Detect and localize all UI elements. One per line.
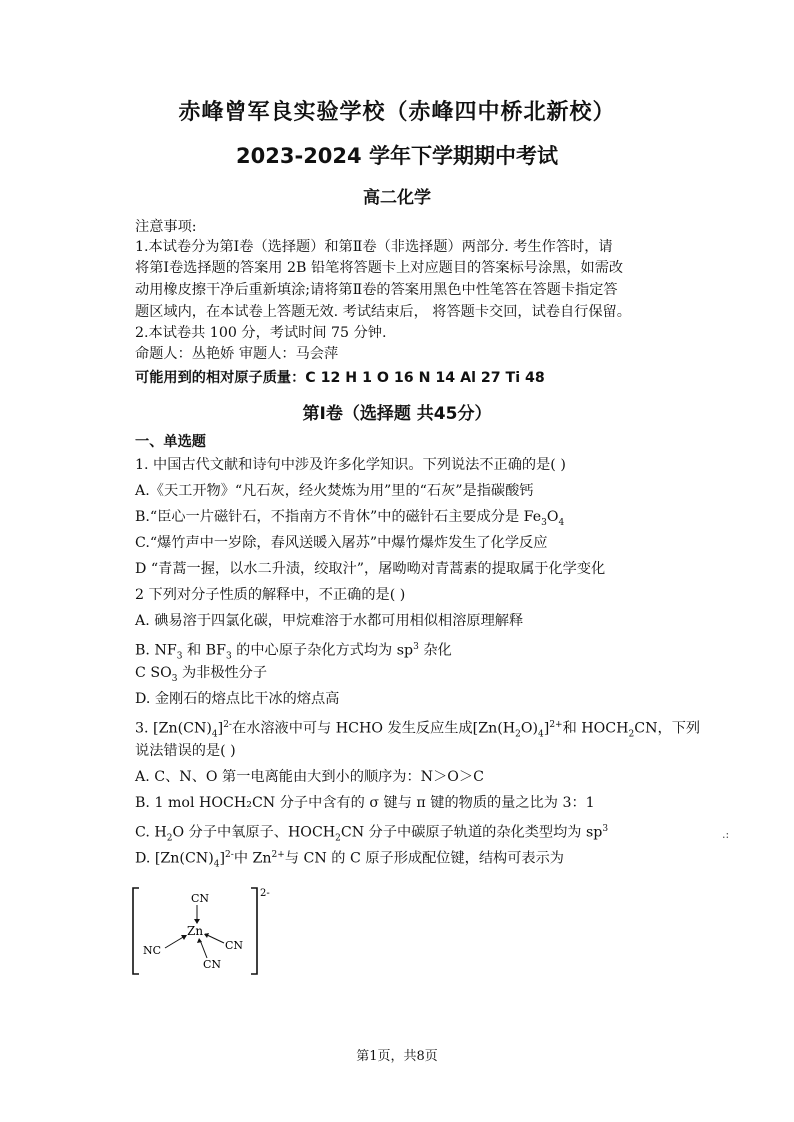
question-1-option-c: C.“爆竹声中一岁除，春风送暖入屠苏”中爆竹爆炸发生了化学反应: [135, 535, 548, 551]
notes-line: 2.本试卷共 100 分，考试时间 75 分钟.: [135, 325, 387, 341]
question-3-option-a: A. C、N、O 第一电离能由大到小的顺序为：N＞O＞C: [135, 769, 484, 785]
zn-center: Zn: [187, 924, 204, 938]
subject-title: 高二化学: [363, 188, 431, 208]
question-3-stem-cont: 说法错误的是( ): [135, 743, 236, 759]
scan-mark: .:: [722, 828, 730, 841]
question-2-option-c: C $SO_3$ 为非极性分子: [135, 665, 268, 684]
ligand-bottom: CN: [203, 958, 222, 971]
question-3-stem: 3. $[Zn(CN)_4]^{2-}$在水溶液中可与 HCHO 发生反应生成$[Zn(H_2O)_4]^{2+}$和 $HOCH_2CN$，下列: [135, 720, 701, 740]
atomic-masses: 可能用到的相对原子质量：C 12 H 1 O 16 N 14 Al 27 Ti 48: [135, 370, 545, 386]
question-1-option-b: B.“臣心一片磁针石，不指南方不肯休”中的磁针石主要成分是 $Fe_3O_4$: [135, 509, 565, 528]
notes-heading: 注意事项:: [135, 219, 197, 235]
authors-line: 命题人：丛艳娇 审题人：马会萍: [135, 346, 339, 362]
page-footer: 第1页，共8页: [356, 1049, 438, 1064]
zn-cn-complex-diagram: [125, 882, 270, 982]
bond-bottom: [200, 940, 207, 958]
notes-line: 将第Ⅰ卷选择题的答案用 2B 铅笔将答题卡上对应题目的答案标号涂黑，如需改: [135, 260, 624, 276]
ligand-right: CN: [225, 939, 244, 952]
notes-line: 动用橡皮擦干净后重新填涂;请将第Ⅱ卷的答案用黑色中性笔答在答题卡指定答: [135, 282, 618, 298]
question-3-option-c: C. $H_2O$ 分子中氧原子、$HOCH_2CN$ 分子中碳原子轨道的杂化类型均为 $sp^3$: [135, 824, 609, 844]
bond-left: [165, 936, 185, 948]
question-1-option-d: D “青蒿一握，以水二升渍，绞取汁”，屠呦呦对青蒿素的提取属于化学变化: [135, 561, 606, 577]
question-2-stem: 2 下列对分子性质的解释中，不正确的是( ): [135, 587, 406, 603]
question-2-option-b: B. $NF_3$ 和 $BF_3$ 的中心原子杂化方式均为 $sp^3$ 杂化: [135, 642, 452, 662]
notes-line: 1.本试卷分为第Ⅰ卷（选择题）和第Ⅱ卷（非选择题）两部分. 考生作答时，请: [135, 239, 613, 255]
left-bracket: [133, 888, 139, 974]
question-1-stem: 1. 中国古代文献和诗句中涉及许多化学知识。下列说法不正确的是( ): [135, 457, 566, 473]
section-title: 第Ⅰ卷（选择题 共45分）: [302, 404, 492, 424]
ligand-left: NC: [143, 944, 162, 957]
question-2-option-a: A. 碘易溶于四氯化碳，甲烷难溶于水都可用相似相溶原理解释: [135, 613, 524, 629]
question-3-option-d: D. $[Zn(CN)_4]^{2-}$中 $Zn^{2+}$与 CN 的 C 原子形成配位键，结构可表示为: [135, 850, 564, 870]
notes-line: 题区域内，在本试卷上答题无效. 考试结束后， 将答题卡交回，试卷自行保留。: [135, 304, 631, 320]
exam-title: 2023-2024 学年下学期期中考试: [236, 144, 558, 168]
part-title: 一、单选题: [135, 434, 206, 450]
complex-charge: 2-: [260, 888, 270, 899]
right-bracket: [251, 888, 257, 974]
question-2-option-d: D. 金刚石的熔点比干冰的熔点高: [135, 691, 340, 707]
ligand-top: CN: [191, 892, 210, 905]
school-title: 赤峰曾军良实验学校（赤峰四中桥北新校）: [178, 100, 616, 125]
question-3-option-b: B. 1 mol HOCH₂CN 分子中含有的 σ 键与 π 键的物质的量之比为 3：1: [135, 795, 595, 811]
question-1-option-a: A.《天工开物》“凡石灰，经火焚炼为用”里的“石灰”是指碳酸钙: [135, 483, 534, 499]
